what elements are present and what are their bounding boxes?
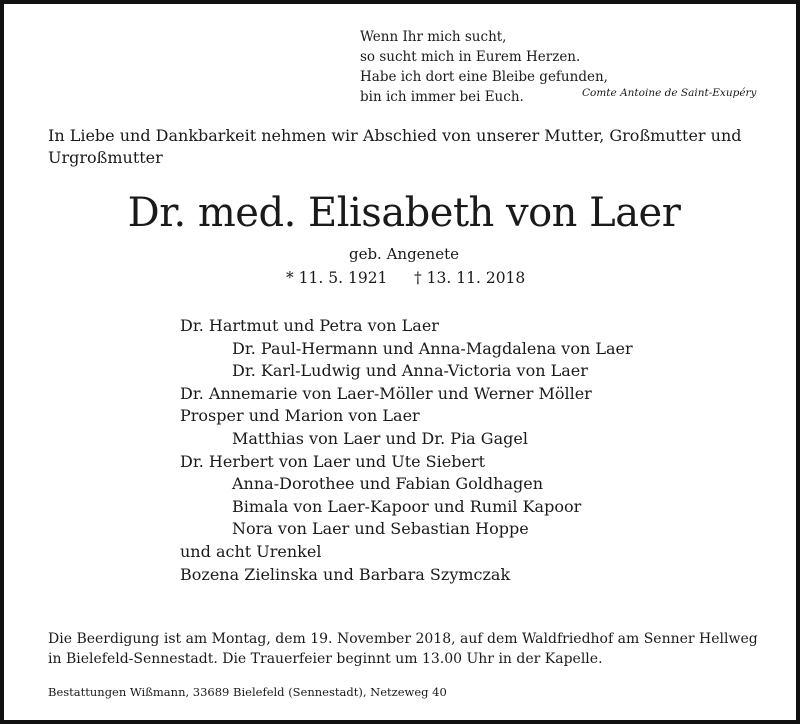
poem-line: bin ich immer bei Euch. xyxy=(360,89,524,105)
family-member: und acht Urenkel xyxy=(180,541,322,561)
poem xyxy=(360,27,608,107)
family-member: Bimala von Laer-Kapoor und Rumil Kapoor xyxy=(232,496,582,516)
poem-author: Comte Antoine de Saint-Exupéry xyxy=(582,87,757,99)
family-member: Matthias von Laer und Dr. Pia Gagel xyxy=(232,428,528,448)
family-member: Dr. Herbert von Laer und Ute Siebert xyxy=(180,451,486,471)
intro-line: Urgroßmutter xyxy=(48,148,163,167)
family-member: Dr. Paul-Hermann und Anna-Magdalena von Laer xyxy=(232,338,633,358)
family-member: Dr. Hartmut und Petra von Laer xyxy=(180,316,439,335)
intro-text xyxy=(48,125,768,169)
funeral-line: Die Beerdigung ist am Montag, dem 19. November 2018, auf dem Waldfriedhof am Senner Hellweg xyxy=(48,631,758,647)
poem-line: Habe ich dort eine Bleibe gefunden, xyxy=(360,69,608,85)
birth-date: * 11. 5. 1921 xyxy=(286,269,388,287)
poem-line: so sucht mich in Eurem Herzen. xyxy=(360,49,581,65)
family-member: Dr. Karl-Ludwig und Anna-Victoria von Laer xyxy=(232,361,588,381)
undertaker-address: Bestattungen Wißmann, 33689 Bielefeld (Sennestadt), Netzeweg 40 xyxy=(48,685,447,699)
intro-line: In Liebe und Dankbarkeit nehmen wir Abschied von unserer Mutter, Großmutter und xyxy=(48,126,742,145)
funeral-line: in Bielefeld-Sennestadt. Die Trauerfeier beginnt um 13.00 Uhr in der Kapelle. xyxy=(48,651,603,667)
family-member: Prosper und Marion von Laer xyxy=(180,406,420,426)
family-member: Dr. Annemarie von Laer-Möller und Werner Möller xyxy=(180,383,592,403)
family-member: Nora von Laer und Sebastian Hoppe xyxy=(232,519,529,539)
family-member: Anna-Dorothee und Fabian Goldhagen xyxy=(232,474,544,494)
deceased-name: Dr. med. Elisabeth von Laer xyxy=(127,190,681,236)
death-date: † 13. 11. 2018 xyxy=(414,269,526,287)
family-member: Bozena Zielinska und Barbara Szymczak xyxy=(180,564,511,584)
birth-name: geb. Angenete xyxy=(348,245,460,263)
poem-line: Wenn Ihr mich sucht, xyxy=(360,29,507,45)
funeral-info xyxy=(48,629,768,669)
family-list xyxy=(180,315,633,586)
